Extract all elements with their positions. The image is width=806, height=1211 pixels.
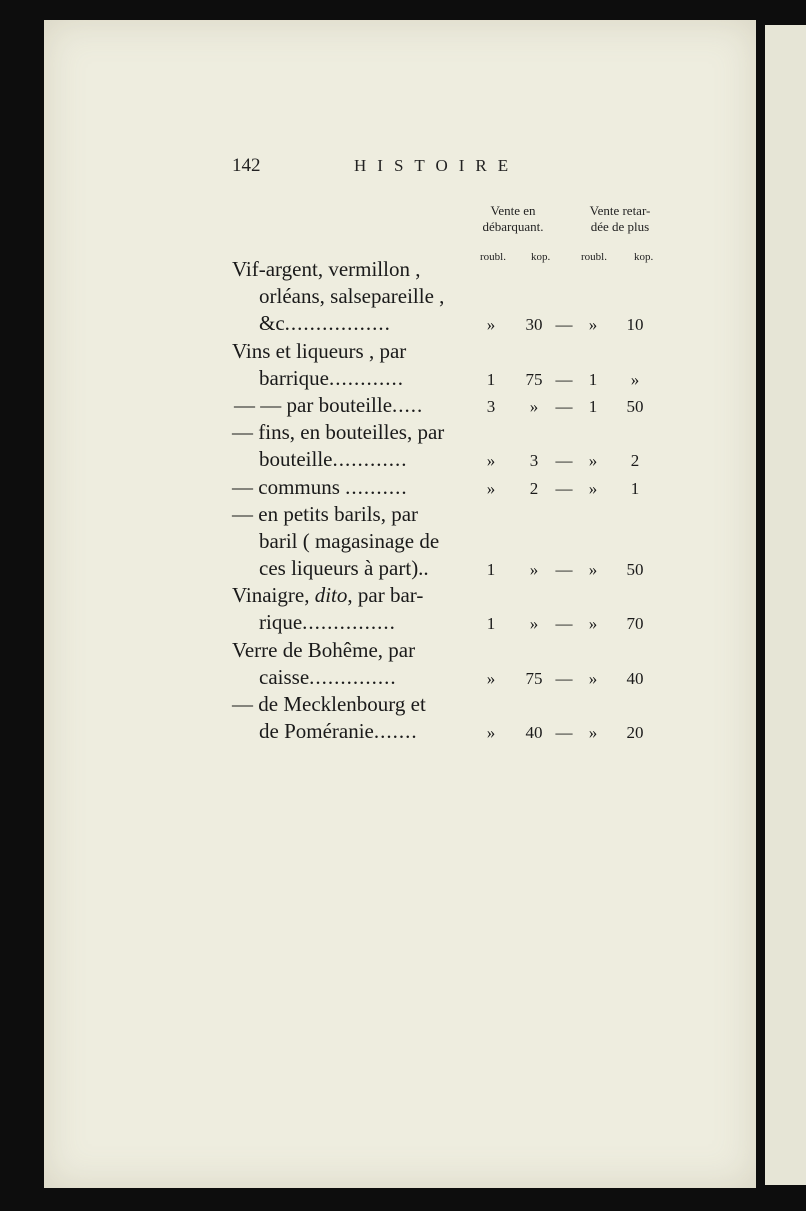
kopeck-value: 20 [626, 723, 644, 743]
rouble-value: » [588, 451, 598, 471]
entry-label: — en petits barils, par [232, 501, 419, 526]
separator-dash: — [555, 396, 573, 416]
kopeck-value: 2 [630, 451, 640, 471]
rouble-value: » [486, 315, 496, 335]
entry-label: &c................. [259, 311, 391, 336]
kopeck-value: 75 [525, 668, 543, 688]
kopeck-value: 50 [626, 560, 644, 580]
separator-dash: — [555, 315, 573, 335]
price-list-line [232, 310, 672, 337]
entry-label: orléans, salsepareille , [259, 284, 445, 309]
rouble-value: » [588, 560, 598, 580]
entry-label: Vif-argent, vermillon , [232, 257, 421, 281]
price-list-line [232, 609, 672, 636]
rouble-value: » [588, 614, 598, 634]
rouble-value: 1 [486, 369, 496, 389]
rouble-value: » [486, 451, 496, 471]
column-header-line: débarquant. [482, 219, 544, 234]
entry-label: ces liqueurs à part).. [259, 556, 429, 581]
price-list-line [232, 419, 672, 446]
price-list-line [232, 283, 672, 310]
rouble-value: 1 [588, 369, 598, 389]
page-header [232, 155, 632, 185]
page-number: 142 [232, 155, 261, 176]
rouble-value: 1 [588, 396, 598, 416]
price-list-line [232, 256, 672, 283]
separator-dash: — [555, 668, 573, 688]
separator-dash: — [555, 614, 573, 634]
rouble-value: » [486, 668, 496, 688]
entry-label: Verre de Bohême, par [232, 637, 416, 662]
kopeck-value: » [529, 614, 539, 634]
entry-label: Vins et liqueurs , par [232, 338, 407, 363]
rouble-value: » [486, 478, 496, 498]
kopeck-value: 3 [529, 451, 539, 471]
rouble-value: 1 [486, 560, 496, 580]
rouble-value: » [588, 315, 598, 335]
price-list-line [232, 446, 672, 473]
price-list-line [232, 528, 672, 555]
price-list-line [232, 501, 672, 528]
unit-roubles-label: roubl. [581, 251, 607, 263]
kopeck-value: 40 [626, 668, 644, 688]
price-list-line [232, 338, 672, 365]
price-list-line [232, 474, 672, 501]
price-list-line [232, 664, 672, 691]
separator-dash: — [555, 369, 573, 389]
rouble-value: » [588, 478, 598, 498]
entry-label: rique............... [259, 610, 396, 635]
price-list-line [232, 691, 672, 718]
rouble-value: 3 [486, 396, 496, 416]
unit-kopecks-label: kop. [634, 251, 654, 263]
kopeck-value: 70 [626, 614, 644, 634]
unit-kopecks-label: kop. [531, 251, 551, 263]
entry-label: bouteille............ [259, 447, 408, 472]
price-list-line [232, 582, 672, 609]
separator-dash: — [555, 723, 573, 743]
separator-dash: — [555, 478, 573, 498]
rouble-value: 1 [486, 614, 496, 634]
entry-label: — — par bouteille..... [234, 392, 424, 417]
price-list-line [232, 365, 672, 392]
rouble-value: » [486, 723, 496, 743]
column-header-sale-on-landing [468, 203, 558, 235]
price-list-line [232, 718, 672, 745]
kopeck-value: 50 [626, 396, 644, 416]
price-list-line [232, 392, 672, 419]
column-header-line: Vente retar- [589, 203, 651, 218]
kopeck-value: 10 [626, 315, 644, 335]
rouble-value: » [588, 723, 598, 743]
unit-roubles-label: roubl. [480, 251, 506, 263]
rouble-value: » [588, 668, 598, 688]
price-list-line [232, 555, 672, 582]
separator-dash: — [555, 451, 573, 471]
running-title: HISTOIRE [354, 156, 520, 175]
facing-page-edge [765, 25, 806, 1185]
entry-label: — de Mecklenbourg et [232, 692, 426, 716]
entry-label: Vinaigre, dito, par bar- [232, 583, 424, 608]
column-header-delayed-sale [568, 203, 672, 235]
entry-label: de Poméranie....... [259, 719, 418, 744]
column-header-line: dée de plus [590, 219, 650, 234]
separator-dash: — [555, 560, 573, 580]
kopeck-value: » [630, 369, 640, 389]
entry-label: caisse.............. [259, 664, 397, 689]
column-header-line: Vente en [490, 203, 536, 218]
entry-label: — communs .......... [232, 474, 408, 499]
kopeck-value: 1 [630, 478, 640, 498]
kopeck-value: 2 [529, 478, 539, 498]
price-list [232, 256, 672, 745]
price-list-line [232, 637, 672, 664]
entry-label: barrique............ [259, 365, 404, 390]
kopeck-value: 75 [525, 369, 543, 389]
kopeck-value: » [529, 396, 539, 416]
kopeck-value: 40 [525, 723, 543, 743]
entry-label: — fins, en bouteilles, par [232, 420, 445, 445]
kopeck-value: » [529, 560, 539, 580]
kopeck-value: 30 [525, 315, 543, 335]
entry-label: baril ( magasinage de [259, 528, 440, 553]
